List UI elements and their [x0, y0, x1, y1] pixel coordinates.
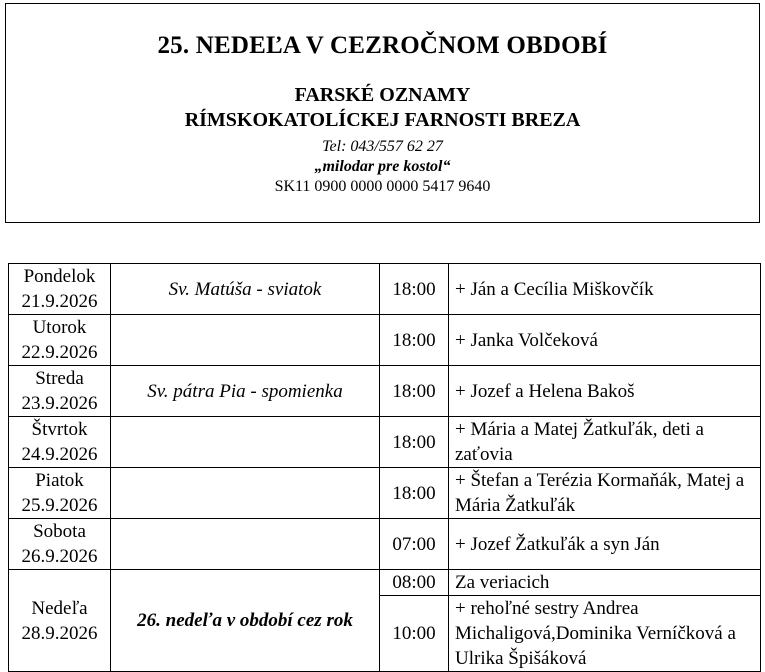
feast-cell: [111, 519, 380, 570]
day-date: 24.9.2026: [21, 444, 98, 465]
mass-time: 18:00: [380, 468, 449, 519]
feast-cell: Sv. pátra Pia - spomienka: [111, 366, 380, 417]
schedule-row-sunday: [9, 570, 761, 596]
feast-cell: [111, 417, 380, 468]
day-cell: [9, 519, 111, 570]
day-cell: [9, 468, 111, 519]
mass-intention: + rehoľné sestry Andrea Michaligová,Dominika Verníčková a Ulrika Špišáková: [449, 596, 761, 672]
day-date: 21.9.2026: [21, 291, 98, 312]
day-cell: [9, 315, 111, 366]
schedule-row-monday: [9, 264, 761, 315]
day-date: 22.9.2026: [21, 342, 98, 363]
donation-label: „milodar pre kostol“: [314, 158, 451, 175]
day-date: 23.9.2026: [21, 393, 98, 414]
mass-time: 07:00: [380, 519, 449, 570]
day-cell: [9, 264, 111, 315]
schedule-row-tuesday: [9, 315, 761, 366]
day-name: Pondelok: [23, 266, 96, 287]
mass-time: 18:00: [380, 417, 449, 468]
bulletin-subtitle-2: RÍMSKOKATOLÍCKEJ FARNOSTI BREZA: [184, 109, 581, 131]
day-name: Utorok: [32, 317, 87, 338]
day-cell: [9, 417, 111, 468]
mass-intention: Za veriacich: [449, 570, 761, 596]
bulletin-title: 25. NEDEĽA V CEZROČNOM OBDOBÍ: [157, 32, 608, 59]
mass-time: 18:00: [380, 315, 449, 366]
mass-schedule-table: [8, 263, 761, 672]
mass-time: 08:00: [380, 570, 449, 596]
mass-time: 10:00: [380, 596, 449, 672]
mass-intention: + Štefan a Terézia Kormaňák, Matej a Mária Žatkuľák: [449, 468, 761, 519]
day-name: Piatok: [35, 470, 84, 491]
mass-intention: + Ján a Cecília Miškovčík: [449, 264, 761, 315]
feast-cell: [111, 315, 380, 366]
mass-time: 18:00: [380, 366, 449, 417]
feast-cell: 26. nedeľa v období cez rok: [111, 570, 380, 672]
day-cell: [9, 570, 111, 672]
bulletin-subtitle-1: FARSKÉ OZNAMY: [294, 84, 471, 106]
schedule-row-saturday: [9, 519, 761, 570]
day-date: 25.9.2026: [21, 495, 98, 516]
day-date: 26.9.2026: [21, 546, 98, 567]
day-name: Sobota: [33, 521, 86, 542]
mass-intention: + Jozef a Helena Bakoš: [449, 366, 761, 417]
schedule-row-friday: [9, 468, 761, 519]
day-cell: [9, 366, 111, 417]
bank-account-iban: SK11 0900 0000 0000 5417 9640: [274, 178, 491, 195]
mass-intention: + Jozef Žatkuľák a syn Ján: [449, 519, 761, 570]
day-name: Štvrtok: [31, 419, 88, 440]
day-date: 28.9.2026: [21, 622, 98, 644]
day-name: Streda: [35, 368, 84, 389]
mass-intention: + Mária a Matej Žatkuľák, deti a zaťovia: [449, 417, 761, 468]
mass-time: 18:00: [380, 264, 449, 315]
day-name: Nedeľa: [31, 597, 88, 619]
bulletin-header: [5, 3, 760, 223]
feast-cell: [111, 468, 380, 519]
mass-intention: + Janka Volčeková: [449, 315, 761, 366]
schedule-row-thursday: [9, 417, 761, 468]
phone-number: Tel: 043/557 62 27: [322, 138, 443, 155]
feast-cell: Sv. Matúša - sviatok: [111, 264, 380, 315]
schedule-row-wednesday: [9, 366, 761, 417]
